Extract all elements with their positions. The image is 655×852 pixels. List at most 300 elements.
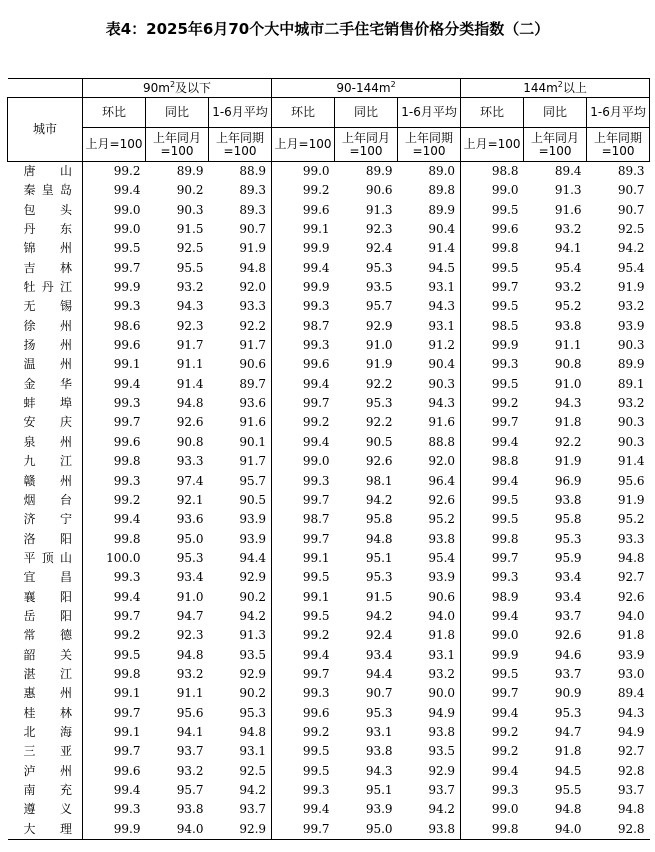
table-row [8,742,650,761]
index-value: 90.2 [209,588,272,607]
index-value: 99.4 [302,802,330,817]
index-value: 93.2 [176,666,204,681]
index-value: 92.9 [209,665,272,684]
index-value: 93.2 [176,763,204,778]
index-value: 95.8 [554,512,582,527]
index-value: 93.5 [398,742,461,761]
index-value: 99.3 [302,473,330,488]
table-row [8,433,650,452]
index-value: 89.3 [209,201,272,220]
index-value: 99.3 [113,299,141,314]
index-value: 91.3 [554,183,582,198]
index-value: 99.4 [302,647,330,662]
index-value: 99.7 [302,396,330,411]
index-value: 93.7 [209,800,272,819]
index-value: 99.5 [491,492,519,507]
index-value: 89.4 [554,164,582,178]
index-value: 99.7 [113,260,141,275]
table-row [8,646,650,665]
table-row [8,317,650,336]
index-value: 92.8 [587,820,650,840]
index-value: 99.4 [113,183,141,198]
city-name: 徐州 [8,317,83,336]
index-value: 99.4 [113,376,141,391]
sub-header: 1-6月平均 [209,98,272,128]
index-value: 94.5 [554,763,582,778]
index-value: 95.3 [365,705,393,720]
index-value: 91.7 [176,338,204,353]
city-name: 三亚 [8,742,83,761]
index-value: 99.3 [491,357,519,372]
city-name: 无锡 [8,297,83,316]
city-name: 平顶山 [8,549,83,568]
index-value: 95.0 [335,820,398,840]
index-value: 99.3 [113,396,141,411]
table-row [8,510,650,529]
index-value: 98.8 [491,454,519,469]
index-value: 94.2 [365,608,393,623]
index-value: 94.8 [176,647,204,662]
index-value: 98.7 [302,318,330,333]
index-value: 93.4 [554,570,582,585]
index-value: 99.1 [113,686,141,701]
index-value: 99.5 [491,260,519,275]
index-value: 93.7 [617,783,645,797]
index-value: 90.7 [617,183,645,198]
city-name: 赣州 [8,472,83,491]
index-value: 99.9 [302,241,330,256]
index-value: 93.7 [554,666,582,681]
table-row [8,665,650,684]
index-value: 92.2 [365,415,393,430]
index-value: 99.7 [272,820,335,840]
index-value: 99.7 [302,531,330,546]
city-name: 丹东 [8,220,83,239]
index-value: 93.9 [617,647,645,662]
index-value: 92.6 [176,415,204,430]
index-value: 99.4 [113,589,141,604]
index-value: 99.2 [302,628,330,643]
index-value: 95.3 [365,260,393,275]
base-header: 上年同期=100 [209,128,272,162]
index-value: 92.6 [398,491,461,510]
index-value: 93.5 [209,646,272,665]
index-value: 98.5 [491,318,519,333]
index-value: 90.1 [209,433,272,452]
index-value: 99.9 [83,820,146,840]
index-value: 99.5 [491,512,519,527]
index-value: 93.9 [209,530,272,549]
index-value: 99.5 [491,299,519,314]
table-row [8,452,650,471]
index-value: 99.1 [113,357,141,372]
index-value: 99.0 [491,628,519,643]
index-value: 93.9 [398,568,461,587]
index-value: 99.3 [113,473,141,488]
index-value: 92.2 [209,317,272,336]
index-value: 91.5 [176,222,204,237]
index-value: 91.9 [617,492,645,507]
index-value: 99.3 [302,299,330,314]
city-name: 锦州 [8,239,83,258]
index-value: 99.7 [302,492,330,507]
index-value: 94.2 [617,241,645,256]
index-value: 94.3 [176,299,204,314]
index-value: 97.4 [176,473,204,488]
index-value: 99.0 [302,164,330,178]
base-header: 上月=100 [461,128,524,162]
index-value: 90.8 [176,434,204,449]
index-value: 99.5 [491,376,519,391]
index-value: 94.8 [554,802,582,817]
table-row [8,336,650,355]
table-row [8,530,650,549]
city-name: 吉林 [8,259,83,278]
index-value: 94.8 [365,531,393,546]
index-value: 99.6 [302,705,330,720]
sub-header: 同比 [146,98,209,128]
index-value: 94.2 [398,800,461,819]
index-value: 96.9 [554,473,582,488]
index-value: 94.0 [524,820,587,840]
city-name: 扬州 [8,336,83,355]
table-row [8,491,650,510]
index-value: 99.9 [113,280,141,295]
index-value: 99.5 [302,763,330,778]
base-header: 上年同月=100 [524,128,587,162]
sub-header: 1-6月平均 [398,98,461,128]
index-value: 90.7 [209,220,272,239]
index-value: 99.2 [491,396,519,411]
index-value: 99.1 [302,222,330,237]
index-value: 95.4 [617,260,645,275]
index-value: 90.2 [176,183,204,198]
city-name: 泉州 [8,433,83,452]
index-value: 99.9 [491,338,519,353]
index-value: 92.7 [617,570,645,585]
table-row [8,626,650,645]
table-row [8,762,650,781]
index-value: 91.8 [554,415,582,430]
index-value: 94.8 [209,723,272,742]
index-value: 99.5 [302,570,330,585]
index-value: 91.6 [398,413,461,432]
index-value: 99.3 [113,802,141,817]
city-name: 洛阳 [8,530,83,549]
table-row [8,800,650,819]
index-value: 94.7 [176,608,204,623]
index-value: 99.4 [491,763,519,778]
index-value: 100.0 [106,550,141,565]
index-value: 92.9 [209,820,272,840]
index-value: 95.3 [365,570,393,585]
index-value: 95.4 [554,260,582,275]
index-value: 93.3 [176,454,204,469]
index-value: 90.4 [398,355,461,374]
table-row [8,394,650,413]
index-value: 93.1 [398,278,461,297]
index-value: 98.9 [491,589,519,604]
index-value: 91.1 [176,357,204,372]
index-value: 90.5 [365,434,393,449]
index-value: 92.3 [176,628,204,643]
index-value: 92.3 [365,222,393,237]
city-name: 蚌埠 [8,394,83,413]
index-value: 89.4 [617,686,645,701]
city-name: 安庆 [8,413,83,432]
index-value: 91.9 [209,239,272,258]
city-name: 秦皇岛 [8,181,83,200]
index-value: 99.3 [491,570,519,585]
index-value: 98.7 [302,512,330,527]
index-value: 89.9 [617,357,645,372]
index-value: 93.9 [617,318,645,333]
index-value: 99.9 [302,280,330,295]
index-value: 95.5 [554,783,582,797]
index-value: 99.4 [491,473,519,488]
index-value: 93.9 [209,510,272,529]
index-value: 99.4 [491,434,519,449]
city-name: 岳阳 [8,607,83,626]
city-name: 襄阳 [8,588,83,607]
base-header: 上年同期=100 [587,128,650,162]
index-value: 92.4 [365,241,393,256]
index-value: 99.8 [113,531,141,546]
index-value: 93.4 [554,589,582,604]
city-name: 南充 [8,781,83,800]
index-value: 94.8 [209,259,272,278]
index-value: 99.0 [491,802,519,817]
index-value: 99.0 [302,454,330,469]
index-value: 89.7 [209,375,272,394]
city-name: 惠州 [8,684,83,703]
index-value: 99.6 [302,357,330,372]
index-value: 92.9 [209,568,272,587]
index-value: 91.8 [554,744,582,759]
header-spacer [8,79,83,98]
index-value: 99.2 [302,415,330,430]
index-value: 99.5 [491,202,519,217]
index-value: 88.9 [209,162,272,182]
city-name: 温州 [8,355,83,374]
index-value: 94.9 [398,704,461,723]
index-value: 93.9 [365,802,393,817]
index-value: 99.1 [302,589,330,604]
index-value: 95.3 [554,705,582,720]
index-value: 99.7 [491,686,519,701]
index-value: 99.7 [113,608,141,623]
index-value: 90.7 [617,202,645,217]
table-row [8,704,650,723]
index-value: 90.8 [554,357,582,372]
group-header: $90-144m^2$ [272,79,461,98]
index-value: 91.4 [398,239,461,258]
index-value: 93.5 [365,280,393,295]
index-value: 99.4 [302,434,330,449]
index-value: 91.2 [398,336,461,355]
index-value: 94.4 [209,549,272,568]
index-value: 94.2 [209,781,272,800]
index-value: 88.8 [398,433,461,452]
index-value: 99.4 [491,608,519,623]
city-name: 常德 [8,626,83,645]
index-value: 99.1 [302,550,330,565]
index-value: 91.4 [176,376,204,391]
table-row [8,568,650,587]
index-value: 94.8 [176,396,204,411]
index-value: 99.6 [491,222,519,237]
index-value: 99.6 [302,202,330,217]
index-value: 94.3 [617,705,645,720]
sub-header: 环比 [461,98,524,128]
index-value: 90.5 [209,491,272,510]
index-value: 92.6 [617,589,645,604]
index-value: 93.8 [398,820,461,840]
table-row [8,201,650,220]
index-value: 91.3 [365,202,393,217]
index-value: 93.1 [365,724,393,739]
sub-header: 同比 [524,98,587,128]
index-value: 96.4 [398,472,461,491]
index-value: 91.3 [209,626,272,645]
index-value: 99.9 [491,647,519,662]
index-value: 92.6 [365,454,393,469]
base-header: 上年同月=100 [146,128,209,162]
base-header: 上月=100 [272,128,335,162]
table-row [8,549,650,568]
index-value: 94.9 [617,724,645,739]
table-row [8,297,650,316]
table-row [8,239,650,258]
index-value: 99.7 [491,415,519,430]
index-value: 92.7 [617,744,645,759]
table-row [8,607,650,626]
index-value: 99.4 [491,705,519,720]
city-name: 宜昌 [8,568,83,587]
index-value: 95.8 [365,512,393,527]
index-value: 89.0 [398,162,461,182]
index-value: 99.7 [302,666,330,681]
index-value: 94.3 [398,394,461,413]
index-value: 95.9 [554,550,582,565]
index-value: 99.7 [113,415,141,430]
index-value: 92.2 [554,434,582,449]
index-value: 99.2 [491,724,519,739]
index-value: 99.5 [491,666,519,681]
index-value: 89.1 [617,376,645,391]
base-header: 上年同月=100 [335,128,398,162]
city-name: 烟台 [8,491,83,510]
index-value: 89.9 [176,164,204,178]
index-value: 95.7 [209,472,272,491]
index-value: 94.1 [176,724,204,739]
index-value: 93.1 [398,317,461,336]
index-value: 99.0 [491,183,519,198]
index-value: 93.4 [176,570,204,585]
table-row [8,723,650,742]
table-row [8,413,650,432]
index-value: 99.5 [302,608,330,623]
index-value: 93.8 [176,802,204,817]
index-value: 93.2 [617,299,645,314]
table-row [8,781,650,800]
table-row [8,375,650,394]
index-value: 91.5 [365,589,393,604]
index-value: 94.6 [554,647,582,662]
index-value: 93.3 [617,531,645,546]
table-row [8,472,650,491]
index-value: 99.7 [113,744,141,759]
index-value: 91.4 [617,454,645,469]
sub-header: 环比 [272,98,335,128]
index-value: 91.9 [617,280,645,295]
index-value: 93.8 [554,492,582,507]
table-row [8,820,650,840]
group-header: $90m^2$及以下 [83,79,272,98]
index-value: 95.2 [554,299,582,314]
index-value: 93.2 [554,222,582,237]
index-value: 93.3 [209,297,272,316]
index-value: 92.8 [617,763,645,778]
index-value: 94.3 [554,396,582,411]
index-value: 90.3 [617,415,645,430]
index-value: 91.1 [554,338,582,353]
index-value: 99.8 [113,454,141,469]
index-value: 93.2 [176,280,204,295]
index-value: 99.0 [113,222,141,237]
index-value: 94.2 [209,607,272,626]
index-value: 94.2 [365,492,393,507]
index-value: 91.0 [554,376,582,391]
index-value: 90.3 [617,338,645,353]
index-value: 99.7 [491,550,519,565]
index-value: 95.3 [209,704,272,723]
index-value: 99.8 [113,666,141,681]
index-value: 94.0 [146,820,209,840]
index-value: 94.4 [365,666,393,681]
index-value: 93.8 [554,318,582,333]
index-value: 99.4 [113,512,141,527]
index-value: 90.3 [398,375,461,394]
index-value: 99.7 [491,280,519,295]
index-value: 91.9 [554,454,582,469]
index-value: 99.2 [302,183,330,198]
city-name: 桂林 [8,704,83,723]
table-row [8,355,650,374]
index-value: 95.6 [617,473,645,488]
index-value: 90.6 [209,355,272,374]
index-value: 93.8 [398,530,461,549]
index-value: 89.9 [365,164,393,178]
table-row [8,220,650,239]
index-value: 93.2 [554,280,582,295]
index-value: 94.3 [365,763,393,778]
index-value: 89.3 [209,181,272,200]
index-value: 95.7 [176,783,204,797]
index-value: 99.2 [113,628,141,643]
index-value: 91.7 [209,336,272,355]
city-name: 包头 [8,201,83,220]
index-value: 95.3 [554,531,582,546]
price-index-table [7,78,650,840]
index-value: 89.3 [617,164,645,178]
index-value: 93.8 [365,744,393,759]
index-value: 94.0 [617,608,645,623]
index-value: 92.9 [398,762,461,781]
index-value: 99.3 [302,686,330,701]
index-value: 91.0 [176,589,204,604]
index-value: 99.2 [302,724,330,739]
